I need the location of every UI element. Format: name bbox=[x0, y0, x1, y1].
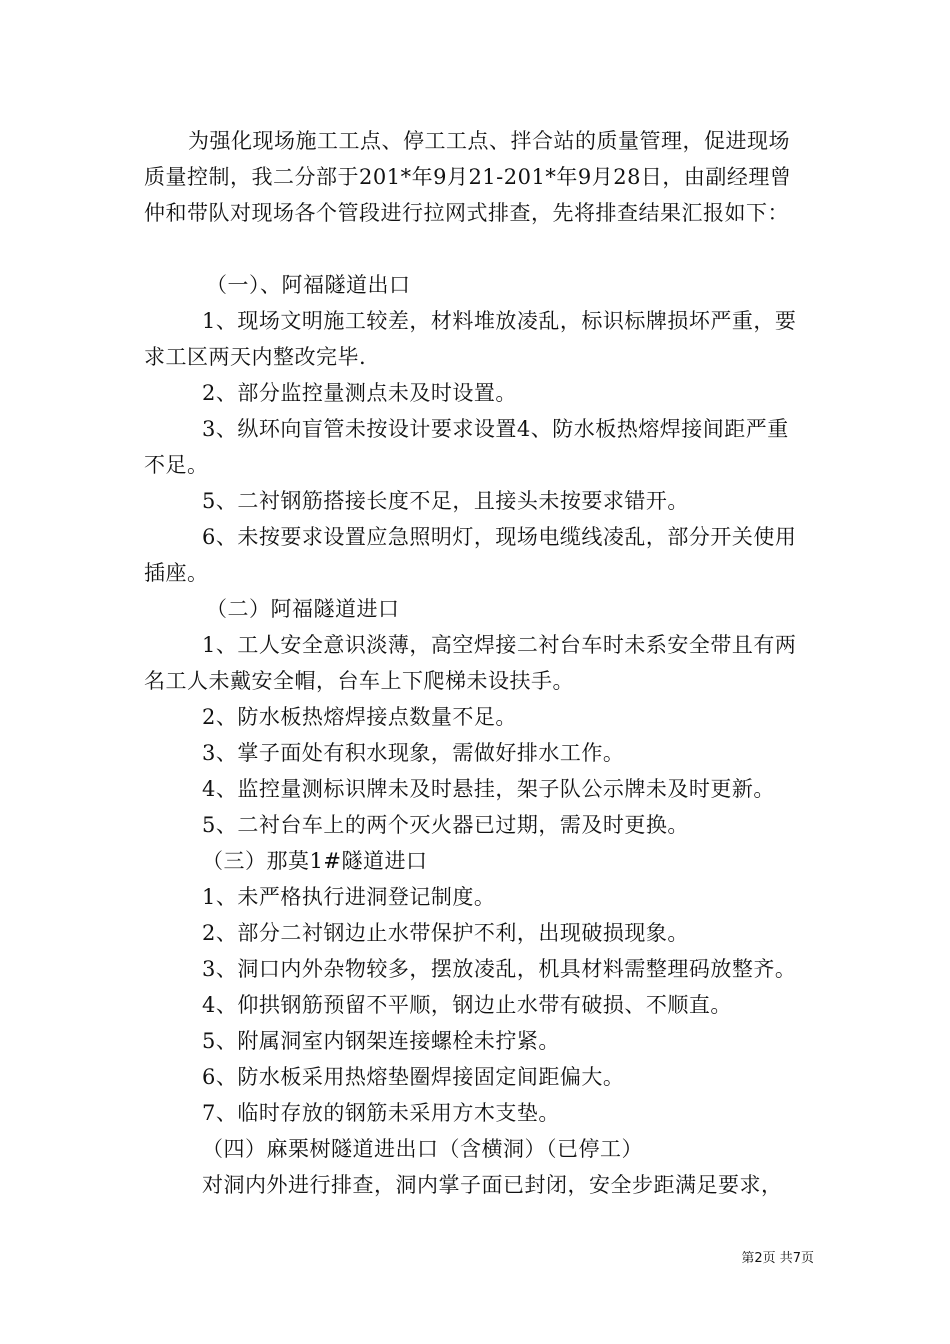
section2-item-3: 3、掌子面处有积水现象，需做好排水工作。 bbox=[202, 741, 625, 765]
section-heading-3: （三）那莫1#隧道进口 bbox=[202, 849, 428, 873]
section1-item-6: 6、未按要求设置应急照明灯，现场电缆线凌乱，部分开关使用插座。 bbox=[144, 525, 797, 585]
section-heading-1: （一）、阿福隧道出口 bbox=[206, 273, 411, 297]
section3-item-4: 4、仰拱钢筋预留不平顺，钢边止水带有破损、不顺直。 bbox=[202, 993, 732, 1017]
section3-item-2: 2、部分二衬钢边止水带保护不利，出现破损现象。 bbox=[202, 921, 689, 945]
section-heading-2: （二）阿福隧道进口 bbox=[206, 597, 400, 621]
section4-paragraph: 对洞内外进行排查，洞内掌子面已封闭，安全步距满足要求， bbox=[202, 1173, 783, 1197]
section3-item-7: 7、临时存放的钢筋未采用方木支垫。 bbox=[202, 1101, 560, 1125]
section3-item-5: 5、附属洞室内钢架连接螺栓未拧紧。 bbox=[202, 1029, 560, 1053]
intro-paragraph: 为强化现场施工工点、停工工点、拌合站的质量管理，促进现场质量控制，我二分部于201*年9月21-201*年9月28日，由副经理曾仲和带队对现场各个管段进行拉网式排查，先将排查结果汇报如下： bbox=[144, 129, 792, 225]
section2-item-5: 5、二衬台车上的两个灭火器已过期，需及时更换。 bbox=[202, 813, 689, 837]
section3-item-6: 6、防水板采用热熔垫圈焊接固定间距偏大。 bbox=[202, 1065, 625, 1089]
section3-item-3: 3、洞口内外杂物较多，摆放凌乱，机具材料需整理码放整齐。 bbox=[202, 957, 797, 981]
section2-item-1: 1、工人安全意识淡薄，高空焊接二衬台车时未系安全带且有两名工人未戴安全帽，台车上下爬梯未设扶手。 bbox=[144, 633, 797, 693]
section1-item-5: 5、二衬钢筋搭接长度不足，且接头未按要求错开。 bbox=[202, 489, 689, 513]
section2-item-2: 2、防水板热熔焊接点数量不足。 bbox=[202, 705, 517, 729]
page-number-footer: 第2页 共7页 bbox=[741, 1251, 814, 1266]
section1-item-2: 2、部分监控量测点未及时设置。 bbox=[202, 381, 517, 405]
section-heading-4: （四）麻栗树隧道进出口（含横洞）（已停工） bbox=[202, 1137, 643, 1161]
section2-item-4: 4、监控量测标识牌未及时悬挂，架子队公示牌未及时更新。 bbox=[202, 777, 775, 801]
section1-item-3: 3、纵环向盲管未按设计要求设置4、防水板热熔焊接间距严重不足。 bbox=[144, 417, 789, 477]
section1-item-1: 1、现场文明施工较差，材料堆放凌乱，标识标牌损坏严重，要求工区两天内整改完毕. bbox=[144, 309, 797, 369]
section3-item-1: 1、未严格执行进洞登记制度。 bbox=[202, 885, 496, 909]
